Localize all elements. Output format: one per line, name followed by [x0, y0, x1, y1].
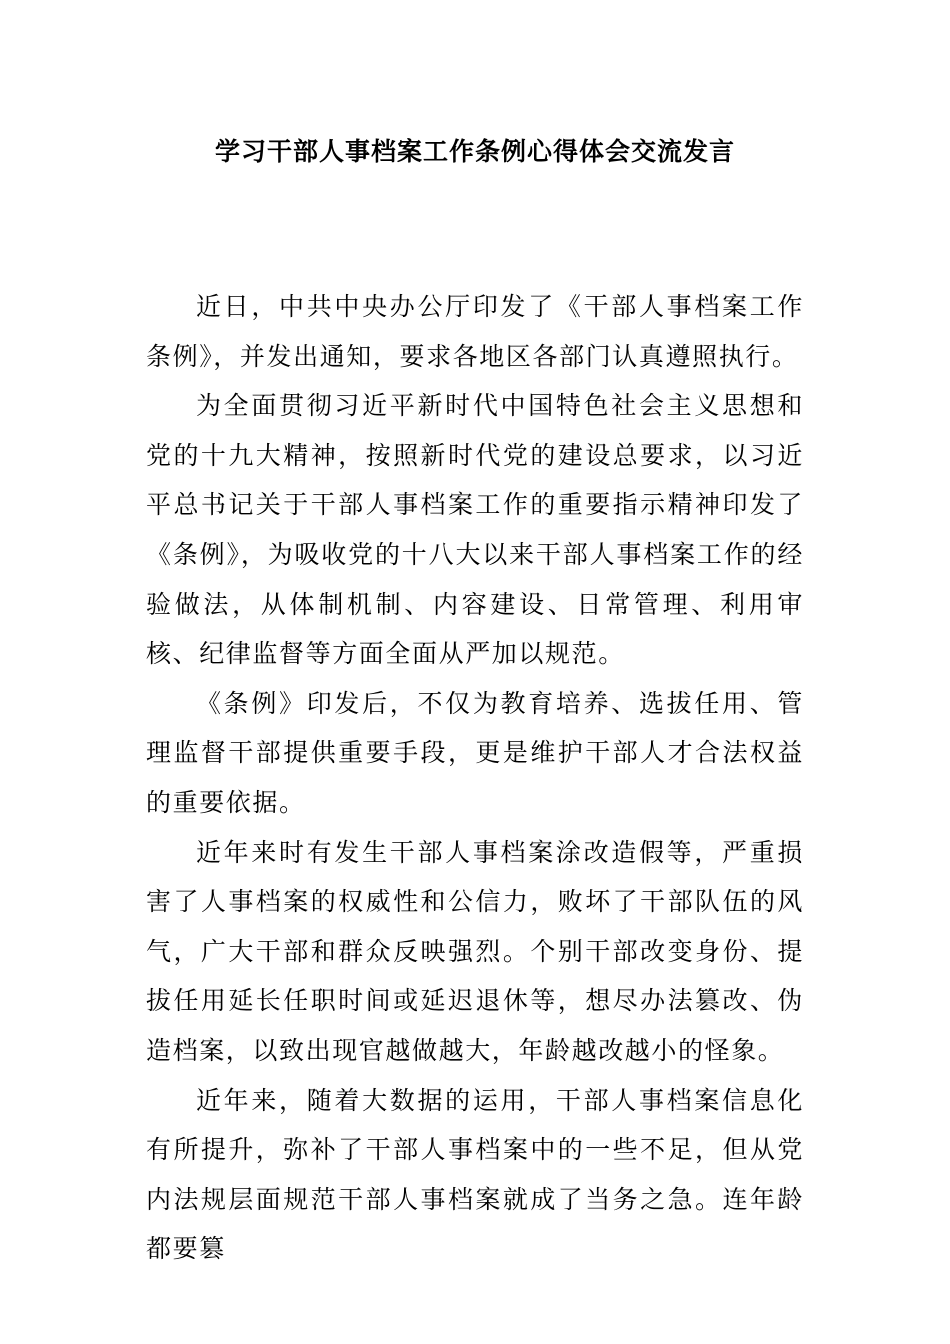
paragraph: 为全面贯彻习近平新时代中国特色社会主义思想和党的十九大精神，按照新时代党的建设总要求，以习近平总书记关于干部人事档案工作的重要指示精神印发了《条例》，为吸收党的十八大以来干部人事档案工作的经验做法，从体制机制、内容建设、日常管理、利用审核、纪律监督等方面全面从严加以规范。 — [146, 391, 804, 669]
paragraph: 近日，中共中央办公厅印发了《干部人事档案工作条例》，并发出通知，要求各地区各部门认真遵照执行。 — [146, 292, 804, 371]
paragraph: 近年来，随着大数据的运用，干部人事档案信息化有所提升，弥补了干部人事档案中的一些不足，但从党内法规层面规范干部人事档案就成了当务之急。连年龄都要篡 — [146, 1085, 804, 1264]
document-body — [146, 282, 804, 1274]
document-title: 学习干部人事档案工作条例心得体会交流发言 — [214, 137, 735, 166]
paragraph: 《条例》印发后，不仅为教育培养、选拔任用、管理监督干部提供重要手段，更是维护干部人才合法权益的重要依据。 — [146, 688, 804, 817]
paragraph: 近年来时有发生干部人事档案涂改造假等，严重损害了人事档案的权威性和公信力，败坏了干部队伍的风气，广大干部和群众反映强烈。个别干部改变身份、提拔任用延长任职时间或延迟退休等，想尽办法篡改、伪造档案，以致出现官越做越大，年龄越改越小的怪象。 — [146, 837, 804, 1065]
